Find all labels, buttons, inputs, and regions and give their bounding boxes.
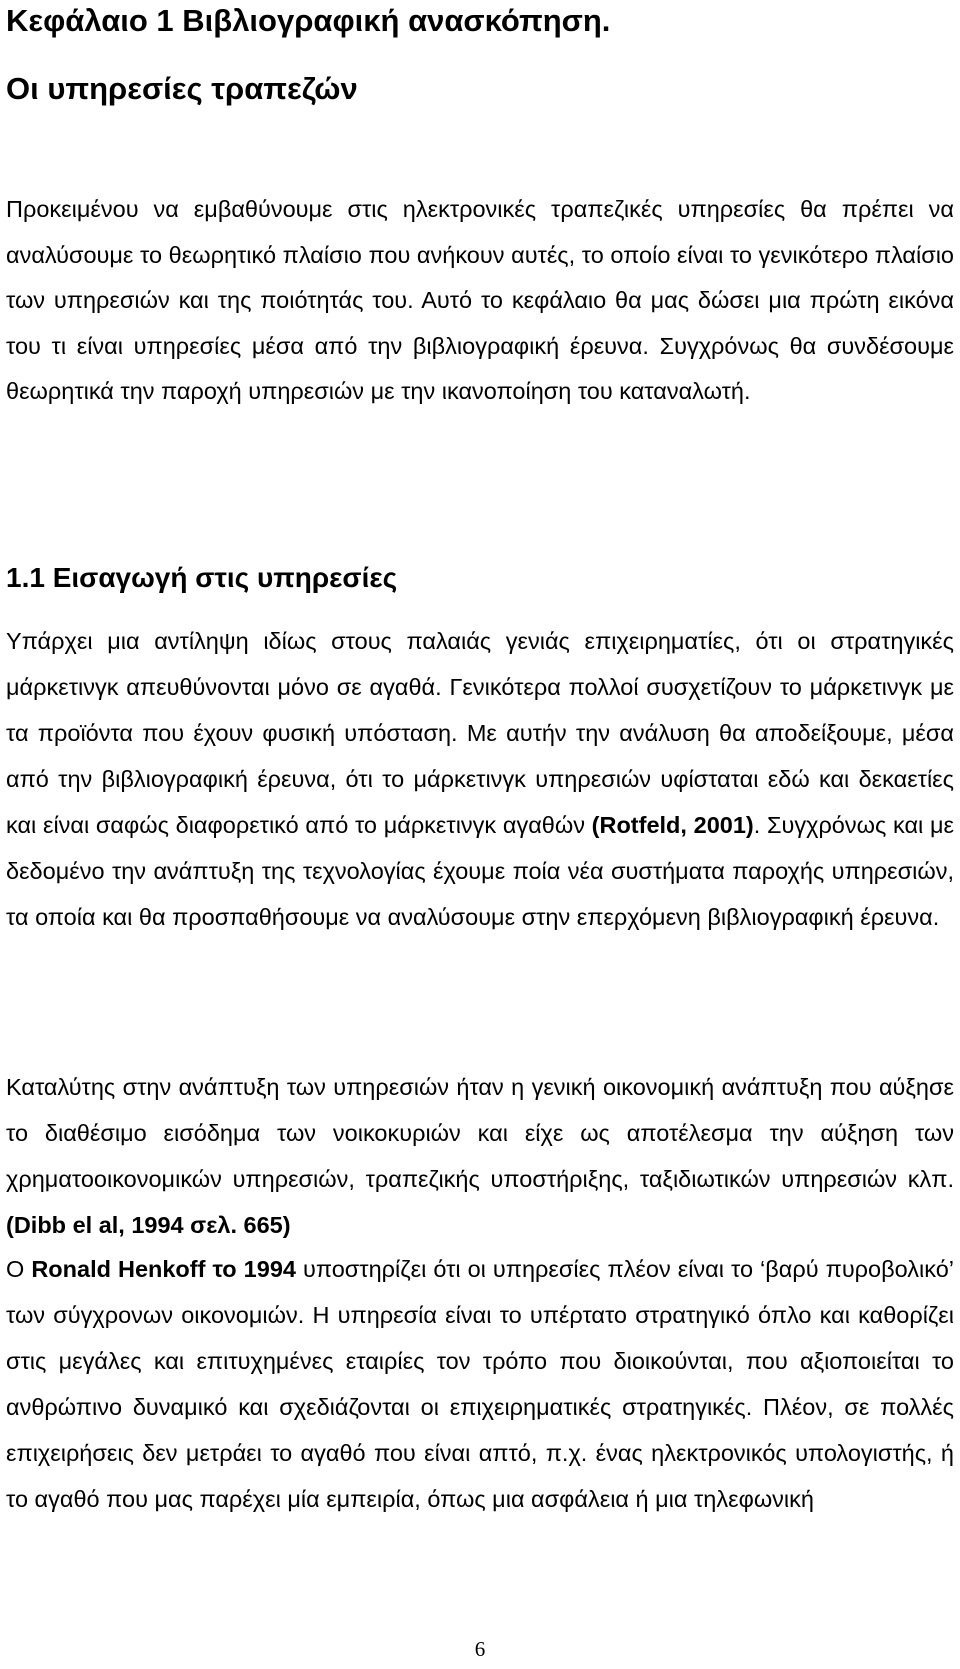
chapter-title: Κεφάλαιο 1 Βιβλιογραφική ανασκόπηση. [6,3,611,38]
paragraph-text: υποστηρίζει ότι οι υπηρεσίες πλέον είναι το ‘βαρύ πυροβολικό’ των σύγχρονων οικονομιών. Η υπηρεσία είναι το υπέρτατο στρατηγικό όπλο και καθορίζει στις μεγάλες και επιτυχημένες εταιρίες τον τρόπο που διοικούνται, που αξιοποιείται το ανθρώπινο δυναμικό και σχεδιάζονται οι επιχειρηματικές στρατηγικές. Πλέον, σε πολλές επιχειρήσεις δεν μετράει το αγαθό που είναι απτό, π.χ. ένας ηλεκτρονικός υπολογιστής, ή το αγαθό που μας παρέχει μία εμπειρία, όπως μια ασφάλεια ή μια τηλεφωνική [6,1256,954,1512]
paragraph-text: Ο [6,1256,32,1282]
catalyst-paragraph [6,1064,954,1248]
paragraph-text: Καταλύτης στην ανάπτυξη των υπηρεσιών ήταν η γενική οικονομική ανάπτυξη που αύξησε το διαθέσιμο εισόδημα των νοικοκυριών και είχε ως αποτέλεσμα την αύξηση των χρηματοοικονομικών υπηρεσιών, τραπεζικής υποστήριξης, ταξιδιωτικών υπηρεσιών κλπ. [6,1074,954,1192]
citation: (Rotfeld, 2001) [591,812,754,838]
paragraph-text: Υπάρχει μια αντίληψη ιδίως στους παλαιάς γενιάς επιχειρηματίες, ότι οι στρατηγικές μάρκετινγκ απευθύνονται μόνο σε αγαθά. Γενικότερα πολλοί συσχετίζουν το μάρκετινγκ με τα προϊόντα που έχουν φυσική υπόσταση. Με αυτήν την ανάλυση θα αποδείξουμε, μέσα από την βιβλιογραφική έρευνα, ότι το μάρκετινγκ υπηρεσιών υφίσταται εδώ και δεκαετίες και είναι σαφώς διαφορετικό από το μάρκετινγκ αγαθών [6,628,954,838]
subsection-title: 1.1 Εισαγωγή στις υπηρεσίες [6,562,398,593]
page-number: 6 [474,1637,486,1661]
section-title: Οι υπηρεσίες τραπεζών [6,71,358,106]
henkoff-paragraph [6,1246,954,1522]
citation: (Dibb el al, 1994 σελ. 665) [6,1212,291,1238]
paragraph-text: . Συγχρόνως και με δεδομένο την ανάπτυξη της τεχνολογίας έχουμε ποία νέα συστήματα παροχής υπηρεσιών, τα οποία και θα προσπαθήσουμε να αναλύσουμε στην επερχόμενη βιβλιογραφική έρευνα. [6,812,954,930]
intro-paragraph: Προκειμένου να εμβαθύνουμε στις ηλεκτρονικές τραπεζικές υπηρεσίες θα πρέπει να αναλύσουμε το θεωρητικό πλαίσιο που ανήκουν αυτές, το οποίο είναι το γενικότερο πλαίσιο των υπηρεσιών και της ποιότητάς του. Αυτό το κεφάλαιο θα μας δώσει μια πρώτη εικόνα του τι είναι υπηρεσίες μέσα από την βιβλιογραφική έρευνα. Συγχρόνως θα συνδέσουμε θεωρητικά την παροχή υπηρεσιών με την ικανοποίηση του καταναλωτή. [6,196,954,404]
author-reference: Ronald Henkoff το 1994 [31,1256,296,1282]
services-intro-paragraph [6,618,954,940]
